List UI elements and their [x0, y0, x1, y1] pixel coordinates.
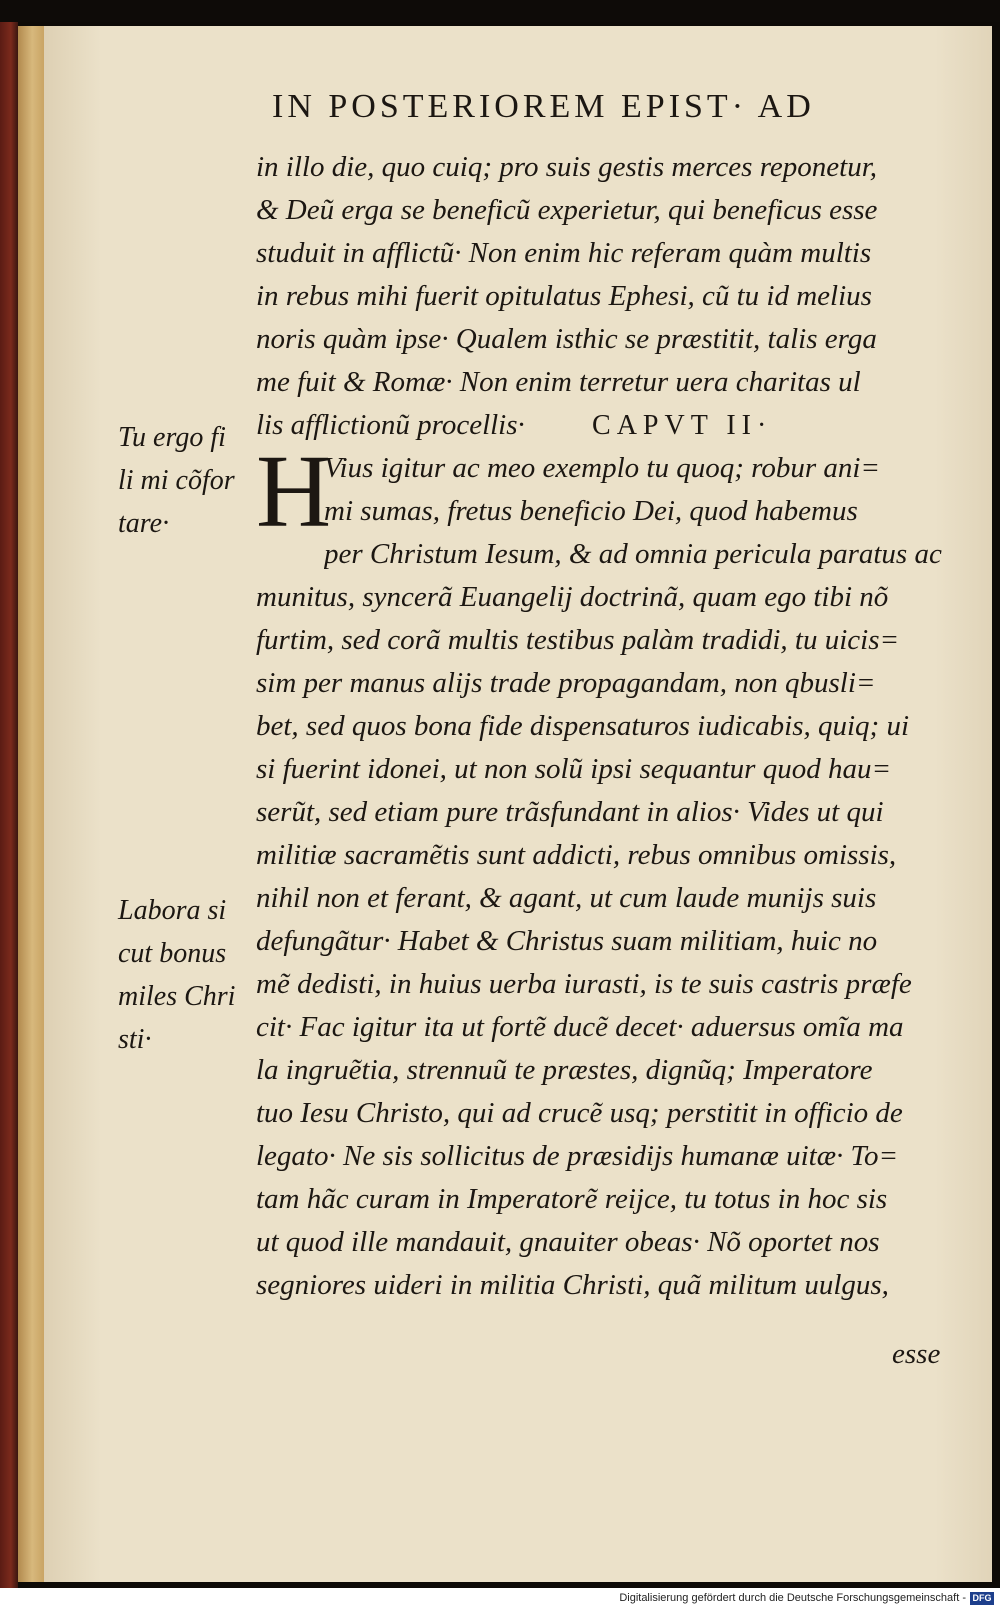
page	[44, 26, 992, 1582]
margin-note-2	[118, 889, 254, 1061]
text-line: militiæ sacramẽtis sunt addicti, rebus omnibus omissis,	[256, 839, 897, 871]
margin-note-line: tare·	[118, 508, 170, 539]
body-text	[256, 146, 976, 1307]
book-spine	[0, 22, 18, 1588]
text-line: studuit in afflictũ· Non enim hic referam quàm multis	[256, 237, 872, 269]
text-line: noris quàm ipse· Qualem isthic se præstitit, talis erga	[256, 323, 877, 355]
text-line: mẽ dedisti, in huius uerba iurasti, is te suis castris præfe	[256, 968, 912, 1000]
chapter-heading: CAPVT II·	[592, 410, 773, 441]
text-line: sim per manus alijs trade propagandam, non qbusli=	[256, 667, 876, 699]
margin-note-line: li mi cõfor	[118, 465, 235, 496]
text-line: Vius igitur ac meo exemplo tu quoq; robur ani=	[324, 452, 880, 484]
drop-cap: H	[256, 434, 332, 549]
drop-cap-paragraph	[256, 434, 976, 549]
margin-note-line: miles Chri	[118, 981, 236, 1012]
margin-note-line: sti·	[118, 1024, 152, 1055]
book-scan	[0, 22, 1000, 1588]
margin-note-line: Tu ergo fi	[118, 422, 226, 453]
margin-note-line: Labora si	[118, 895, 227, 926]
catchword: esse	[892, 1338, 941, 1370]
text-line: furtim, sed corã multis testibus palàm tradidi, tu uicis=	[256, 624, 900, 656]
text-line: per Christum Iesum, & ad omnia pericula paratus ac	[324, 538, 942, 570]
text-line: la ingruẽtia, strennuũ te præstes, dignũq; Imperatore	[256, 1054, 873, 1086]
margin-note-line: cut bonus	[118, 938, 227, 969]
text-line: legato· Ne sis sollicitus de præsidijs humanæ uitæ· To=	[256, 1140, 899, 1172]
top-black-border	[0, 0, 1000, 22]
running-head: IN POSTERIOREM EPIST· AD	[272, 88, 815, 125]
text-line: in illo die, quo cuiq; pro suis gestis merces reponetur,	[256, 151, 878, 183]
text-line: & Deũ erga se beneficũ experietur, qui beneficus esse	[256, 194, 878, 226]
margin-note-1	[118, 416, 254, 545]
digitization-footer	[0, 1588, 1000, 1611]
text-line: in rebus mihi fuerit opitulatus Ephesi, cũ tu id melius	[256, 280, 872, 312]
text-line: munitus, syncerã Euangelij doctrinã, quam ego tibi nõ	[256, 581, 889, 613]
text-line: cit· Fac igitur ita ut fortẽ ducẽ decet· aduersus omĩa ma	[256, 1011, 904, 1043]
text-line: ut quod ille mandauit, gnauiter obeas· Nõ oportet nos	[256, 1226, 880, 1258]
footer-credit: Digitalisierung gefördert durch die Deutsche Forschungsgemeinschaft -	[619, 1592, 966, 1604]
text-line: lis afflictionũ procellis·	[256, 409, 525, 441]
text-line: tuo Iesu Christo, qui ad crucẽ usq; perstitit in officio de	[256, 1097, 903, 1129]
text-line: mi sumas, fretus beneficio Dei, quod habemus	[324, 495, 858, 527]
text-line: segniores uideri in militia Christi, quã militum uulgus,	[256, 1269, 889, 1301]
text-line: bet, sed quos bona fide dispensaturos iudicabis, quiq; ui	[256, 710, 910, 742]
text-line-with-heading	[256, 404, 976, 447]
text-line: defungãtur· Habet & Christus suam militiam, huic no	[256, 925, 878, 957]
text-line: tam hãc curam in Imperatorẽ reijce, tu totus in hoc sis	[256, 1183, 888, 1215]
text-line: serũt, sed etiam pure trãsfundant in alios· Vides ut qui	[256, 796, 884, 828]
dfg-logo-icon: DFG	[970, 1592, 994, 1605]
text-line: me fuit & Romæ· Non enim terretur uera charitas ul	[256, 366, 861, 398]
text-line: nihil non et ferant, & agant, ut cum laude munijs suis	[256, 882, 877, 914]
page-edge	[18, 26, 44, 1582]
text-line: si fuerint idonei, ut non solũ ipsi sequantur quod hau=	[256, 753, 892, 785]
